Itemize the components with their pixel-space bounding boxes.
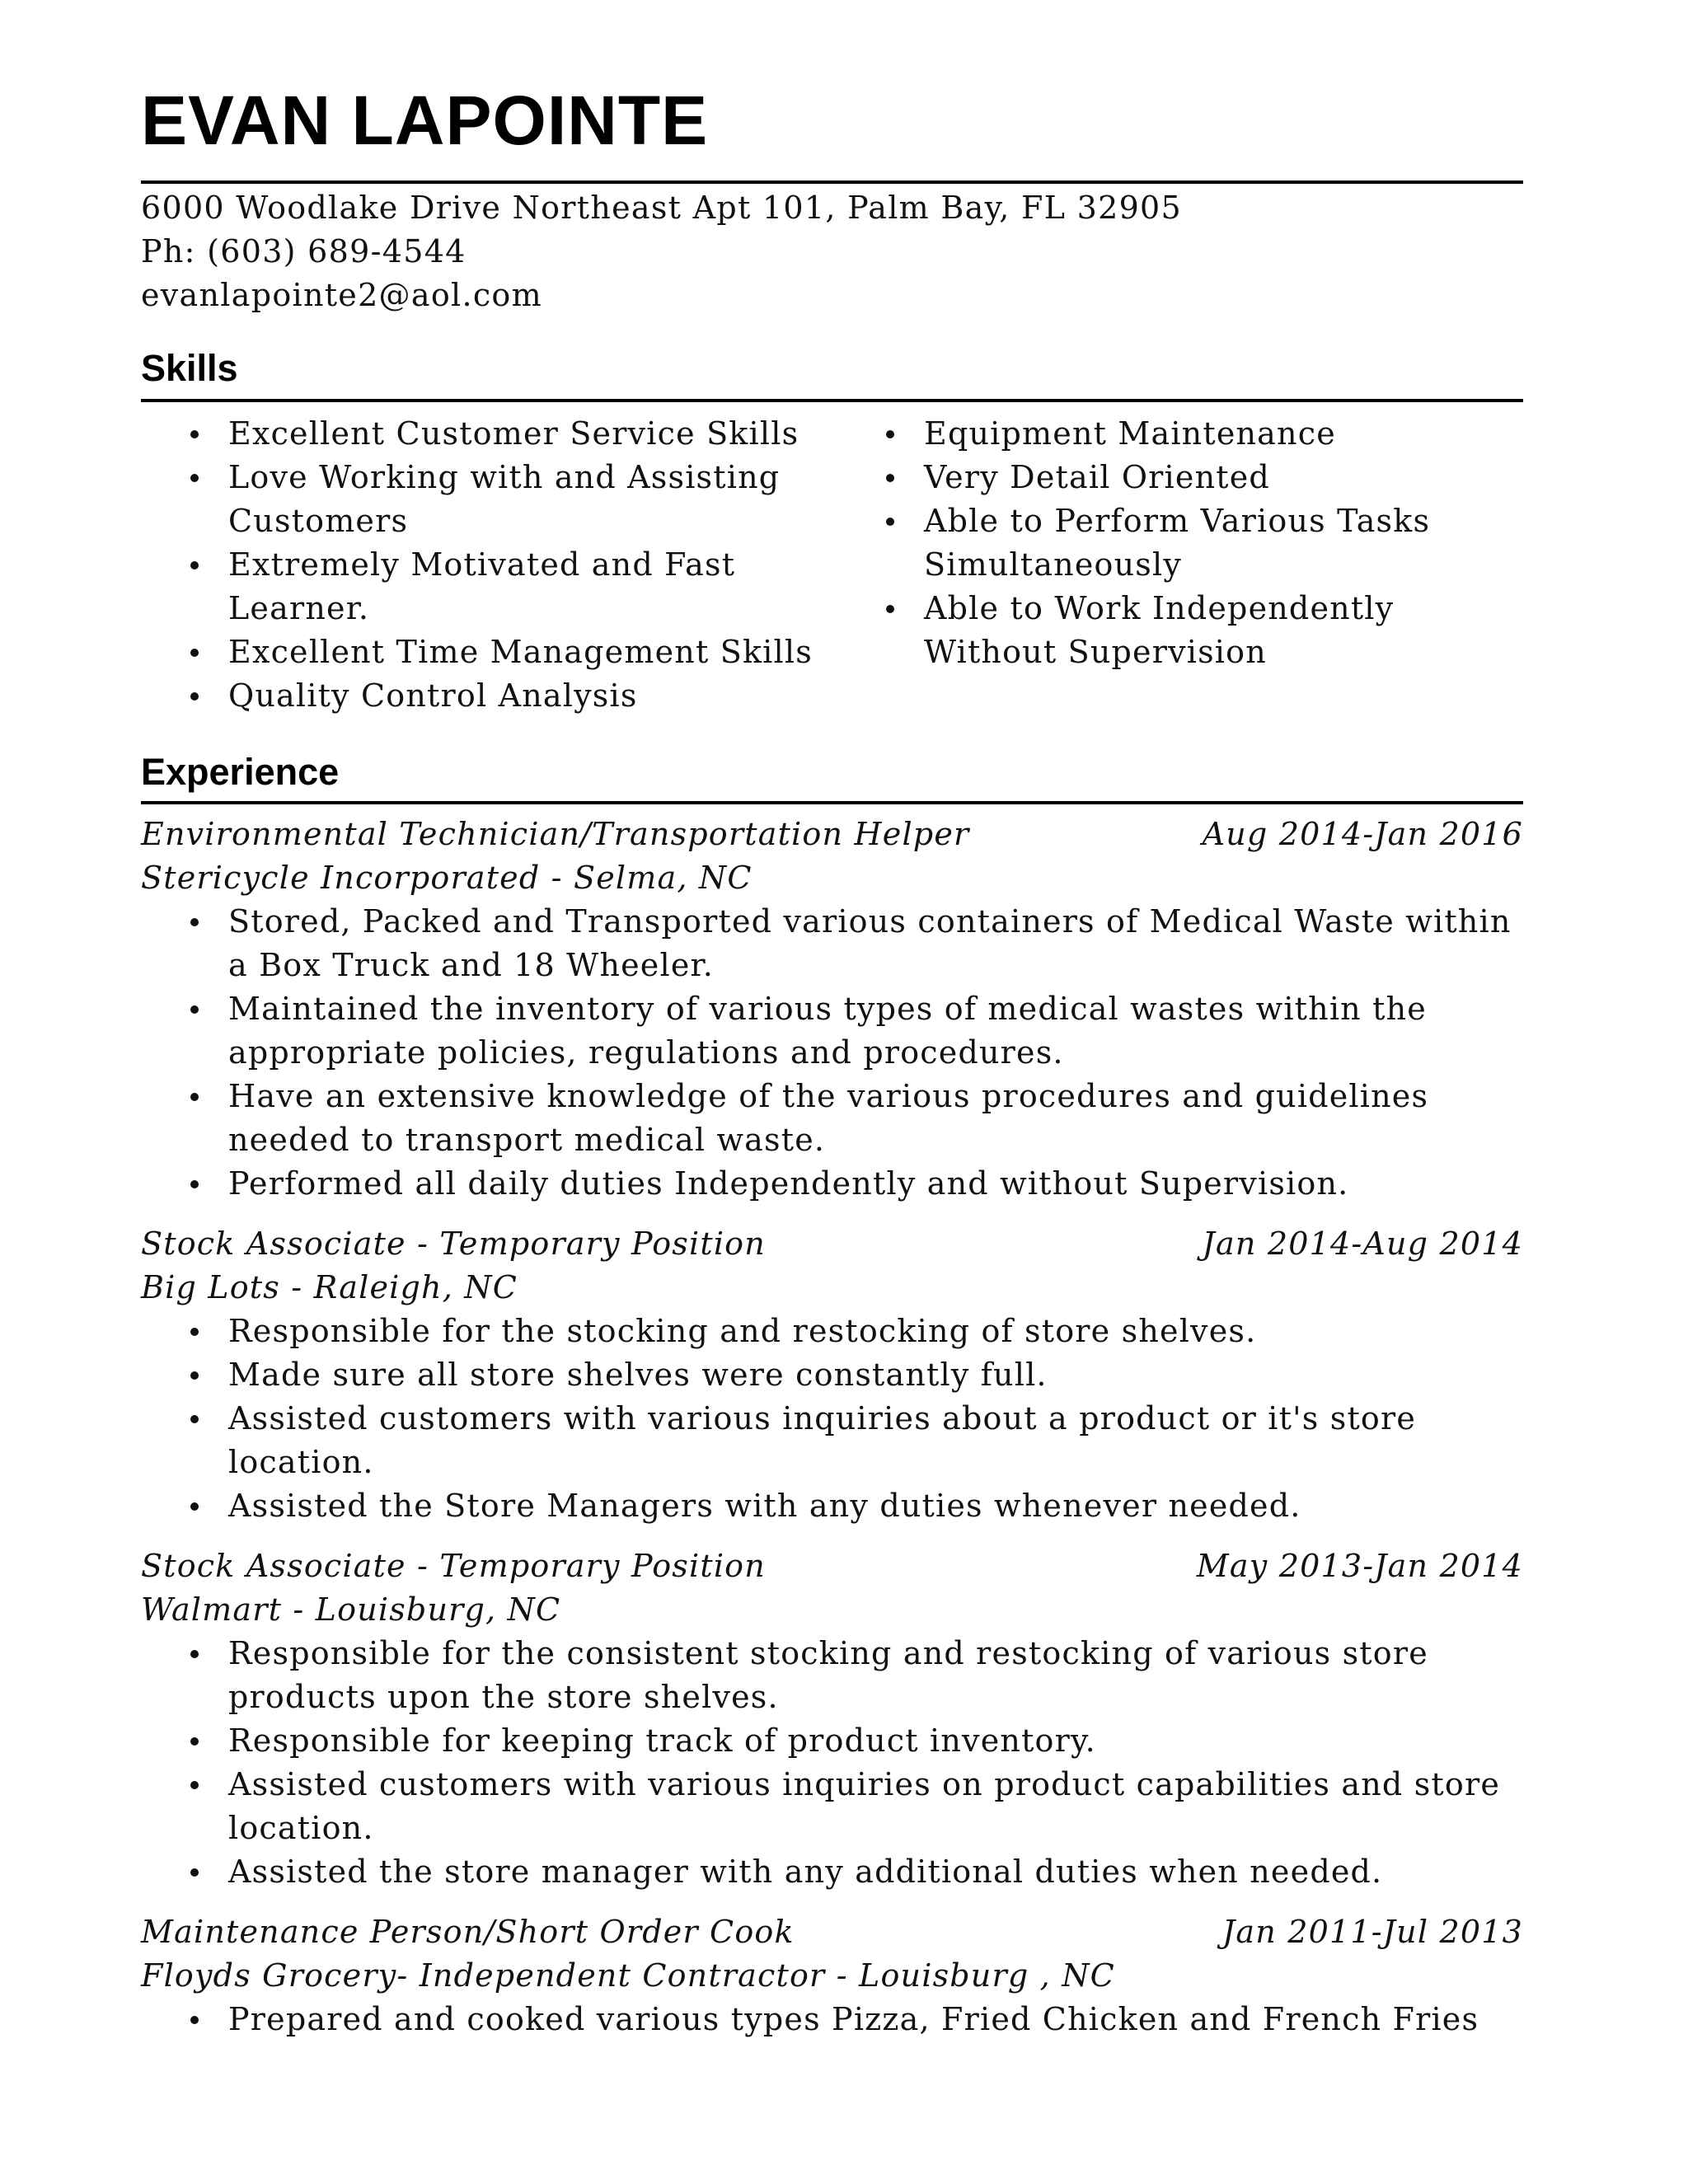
candidate-name: EVAN LAPOINTE <box>141 82 709 159</box>
job-bullet: Have an extensive knowledge of the various procedures and guidelines needed to transport medical waste. <box>141 1075 1523 1162</box>
skill-item: Very Detail Oriented <box>837 456 1523 499</box>
contact-block <box>141 186 1182 317</box>
experience-divider <box>141 801 1523 804</box>
skills-left-column <box>141 412 833 718</box>
job-dates: Aug 2014-Jan 2016 <box>1202 816 1523 852</box>
skills-divider <box>141 399 1523 402</box>
job-title: Stock Associate - Temporary Position <box>141 1226 766 1262</box>
job-dates: Jan 2014-Aug 2014 <box>1202 1226 1523 1262</box>
job-title: Environmental Technician/Transportation Helper <box>141 816 970 852</box>
job-bullet: Stored, Packed and Transported various containers of Medical Waste within a Box Truck and 18 Wheeler. <box>141 900 1523 987</box>
job-entry <box>141 1222 1523 1528</box>
job-bullet: Made sure all store shelves were constantly full. <box>141 1353 1523 1397</box>
experience-list <box>141 813 1523 2058</box>
job-bullet: Assisted customers with various inquiries about a product or it's store location. <box>141 1397 1523 1484</box>
job-bullet: Prepared and cooked various types Pizza, Fried Chicken and French Fries <box>141 1998 1523 2041</box>
address-text: 6000 Woodlake Drive Northeast Apt 101, Palm Bay, FL 32905 <box>141 190 1183 226</box>
job-company: Stericycle Incorporated - Selma, NC <box>141 860 753 896</box>
job-bullet: Maintained the inventory of various types of medical wastes within the appropriate policies, regulations and procedures. <box>141 987 1523 1075</box>
job-bullet: Assisted customers with various inquiries on product capabilities and store location. <box>141 1763 1523 1850</box>
job-company: Walmart - Louisburg, NC <box>141 1591 561 1628</box>
job-bullet: Responsible for the consistent stocking and restocking of various store products upon the store shelves. <box>141 1632 1523 1719</box>
job-bullet: Performed all daily duties Independently and without Supervision. <box>141 1162 1523 1206</box>
job-bullet: Responsible for the stocking and restocking of store shelves. <box>141 1310 1523 1353</box>
job-company: Big Lots - Raleigh, NC <box>141 1269 518 1305</box>
job-bullet: Assisted the store manager with any additional duties when needed. <box>141 1850 1523 1894</box>
skill-item: Excellent Time Management Skills <box>141 630 833 674</box>
job-bullet: Assisted the Store Managers with any duties whenever needed. <box>141 1484 1523 1528</box>
experience-heading: Experience <box>141 751 340 793</box>
job-company: Floyds Grocery- Independent Contractor - Louisburg , NC <box>141 1957 1115 1994</box>
job-entry <box>141 1544 1523 1894</box>
skill-item: Able to Perform Various Tasks Simultaneously <box>837 499 1523 587</box>
header-divider <box>141 180 1523 184</box>
skill-item: Equipment Maintenance <box>837 412 1523 456</box>
phone-text: Ph: (603) 689-4544 <box>141 233 467 269</box>
skills-heading: Skills <box>141 347 238 389</box>
email-text: evanlapointe2@aol.com <box>141 277 542 313</box>
skill-item: Love Working with and Assisting Customers <box>141 456 833 543</box>
job-bullet: Responsible for keeping track of product inventory. <box>141 1719 1523 1763</box>
skill-item: Quality Control Analysis <box>141 674 833 718</box>
skills-right-column <box>837 412 1523 674</box>
skill-item: Able to Work Independently Without Supervision <box>837 587 1523 674</box>
job-dates: May 2013-Jan 2014 <box>1196 1548 1523 1584</box>
job-title: Maintenance Person/Short Order Cook <box>141 1914 795 1950</box>
skill-item: Extremely Motivated and Fast Learner. <box>141 543 833 630</box>
job-entry <box>141 813 1523 1206</box>
job-dates: Jan 2011-Jul 2013 <box>1221 1914 1523 1950</box>
job-entry <box>141 1910 1523 2041</box>
job-title: Stock Associate - Temporary Position <box>141 1548 766 1584</box>
skill-item: Excellent Customer Service Skills <box>141 412 833 456</box>
